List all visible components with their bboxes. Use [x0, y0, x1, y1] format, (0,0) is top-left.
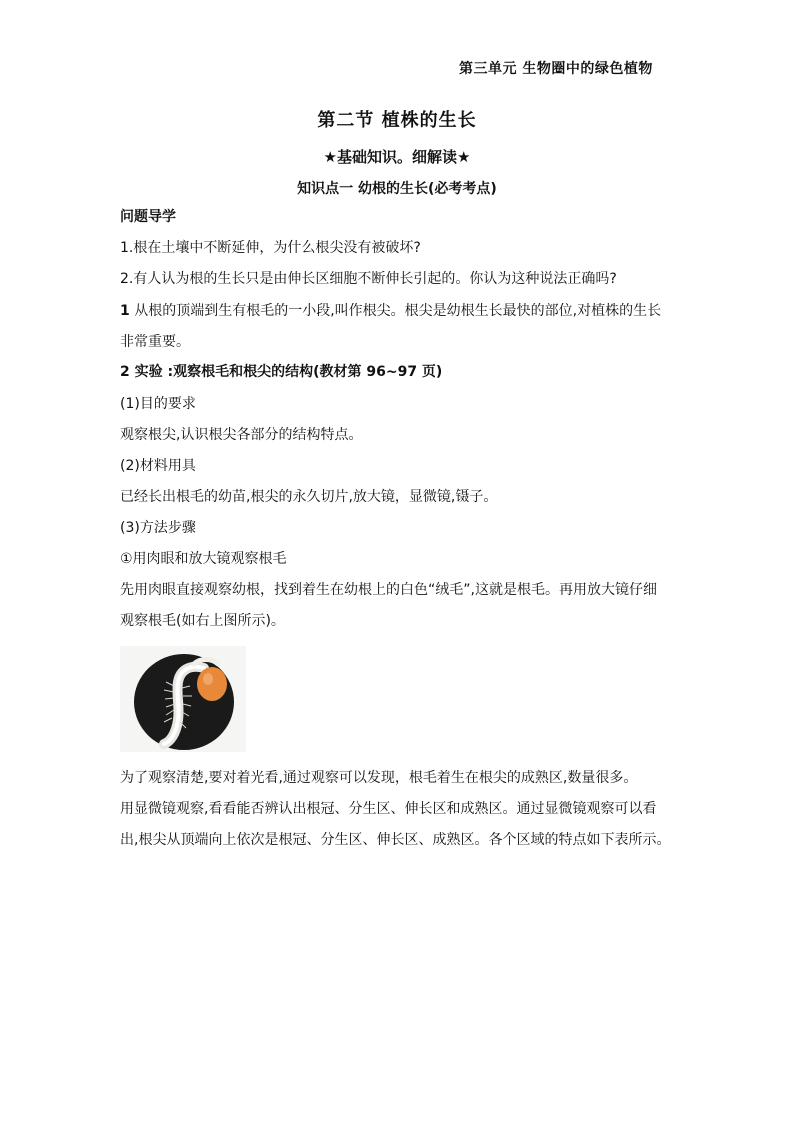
- step-1-heading: (1)目的要求: [120, 396, 196, 412]
- paragraph-1-line-2: 非常重要。: [120, 334, 190, 350]
- question-1: 1.根在土壤中不断延伸，为什么根尖没有被破坏?: [120, 240, 421, 256]
- knowledge-point-title: 知识点一 幼根的生长(必考考点): [297, 181, 497, 197]
- step-1-text: 观察根尖,认识根尖各部分的结构特点。: [120, 427, 363, 443]
- paragraph-1-number: 1: [120, 303, 130, 319]
- experiment-heading: 2 实验 :观察根毛和根尖的结构(教材第 96~97 页): [120, 364, 443, 380]
- guide-heading: 问题导学: [120, 209, 176, 225]
- observation-line-3: 出,根尖从顶端向上依次是根冠、分生区、伸长区、成熟区。各个区域的特点如下表所示。: [120, 832, 671, 848]
- section-subtitle: ★基础知识。细解读★: [323, 148, 471, 166]
- observation-line-2: 用显微镜观察,看看能否辨认出根冠、分生区、伸长区和成熟区。通过显微镜观察可以看: [120, 801, 657, 817]
- substep-1-line-2: 观察根毛(如右上图所示)。: [120, 613, 285, 629]
- paragraph-1-line-1: [120, 301, 680, 321]
- observation-line-1: 为了观察清楚,要对着光看,通过观察可以发现，根毛着生在根尖的成熟区,数量很多。: [120, 770, 638, 786]
- step-2-text: 已经长出根毛的幼苗,根尖的永久切片,放大镜，显微镜,镊子。: [120, 489, 498, 505]
- step-3-heading: (3)方法步骤: [120, 520, 196, 536]
- substep-1-heading: ①用肉眼和放大镜观察根毛: [120, 551, 287, 567]
- question-2: 2.有人认为根的生长只是由伸长区细胞不断伸长引起的。你认为这种说法正确吗?: [120, 271, 617, 287]
- substep-1-line-1: 先用肉眼直接观察幼根，找到着生在幼根上的白色“绒毛”,这就是根毛。再用放大镜仔细: [120, 582, 657, 598]
- step-2-heading: (2)材料用具: [120, 458, 196, 474]
- section-title: 第二节 植株的生长: [317, 110, 477, 131]
- seedling-illustration: [120, 646, 246, 752]
- seedling-root-hair-photo: [120, 646, 246, 752]
- paragraph-1-text: 从根的顶端到生有根毛的一小段,叫作根尖。根尖是幼根生长最快的部位,对植株的生长: [129, 303, 662, 319]
- unit-header: 第三单元 生物圈中的绿色植物: [459, 61, 653, 77]
